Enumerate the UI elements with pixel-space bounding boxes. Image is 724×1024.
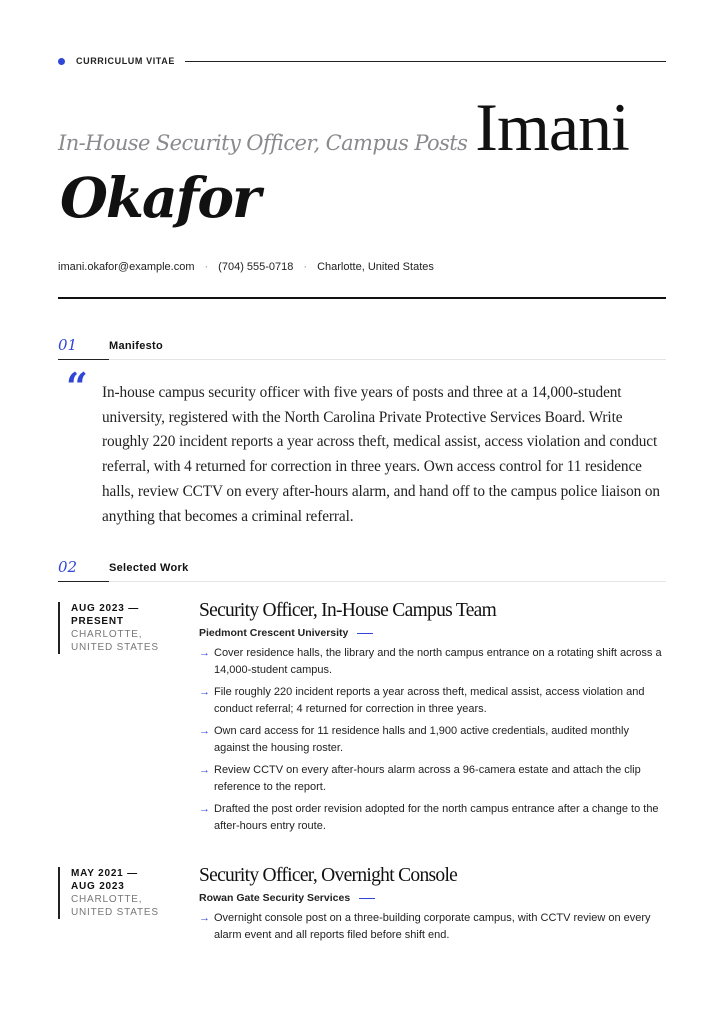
bullet-text: Own card access for 11 residence halls and 1,900 active credentials, audited monthly against the housing roster. — [214, 725, 629, 754]
job-dates-start: MAY 2021 — — [71, 868, 138, 879]
list-item — [199, 801, 666, 835]
section-title: Manifesto — [109, 340, 164, 352]
accent-dot-icon — [58, 58, 65, 65]
bullet-text: Overnight console post on a three-building corporate campus, with CCTV review on every alarm event and all reports filed before shift end. — [214, 912, 651, 941]
job-dates-start: AUG 2023 — — [71, 603, 140, 614]
bullet-text: File roughly 220 incident reports a year across theft, medical assist, access violation and conduct referral; 4 returned for correction in three years. — [214, 686, 645, 715]
section-number: 01 — [58, 336, 78, 354]
org-dash — [357, 633, 373, 634]
list-item — [199, 910, 666, 944]
top-rule — [185, 61, 666, 62]
manifesto-text: In-house campus security officer with five years of posts and three at a 14,000-student university, registered with the North Carolina Private Protective Services Board. Write roughly 220 incident reports a year across theft, medical assist, access violation and conduct referral, with 4 returned for correction in three years. Own access control for 11 residence halls, review CCTV on every after-hours alarm, and hand off to the campus police liaison on anything that becomes a criminal referral. — [102, 384, 660, 525]
arrow-right-icon: → — [199, 686, 210, 698]
arrow-right-icon: → — [199, 725, 210, 737]
job-location-city: CHARLOTTE, — [71, 629, 143, 640]
section-rule — [58, 359, 109, 360]
list-item — [199, 723, 666, 757]
list-item — [199, 762, 666, 796]
job-location-country: UNITED STATES — [71, 907, 159, 918]
contact-separator: · — [204, 261, 209, 273]
bullet-text: Cover residence halls, the library and the north campus entrance on a rotating shift across a 14,000-student campus. — [214, 647, 662, 676]
job-body — [199, 602, 666, 840]
job-title: Security Officer, In-House Campus Team — [199, 600, 497, 621]
job-location-city: CHARLOTTE, — [71, 894, 143, 905]
list-item — [199, 645, 666, 679]
job-organization-name: Piedmont Crescent University — [199, 627, 349, 639]
bullet-text: Review CCTV on every after-hours alarm across a 96-camera estate and attach the clip reference to the report. — [214, 764, 641, 793]
job-bullets — [199, 910, 666, 944]
last-name: Okafor — [60, 165, 259, 230]
list-item — [199, 684, 666, 718]
contact-location: Charlotte, United States — [317, 261, 434, 273]
contact-phone[interactable]: (704) 555-0718 — [218, 261, 294, 273]
header-divider — [58, 297, 666, 299]
job-dates-end: PRESENT — [71, 616, 124, 627]
section-rule — [58, 581, 109, 582]
section-header-manifesto — [58, 336, 666, 360]
headline — [58, 88, 666, 167]
job-location-country: UNITED STATES — [71, 642, 159, 653]
job-organization — [199, 892, 666, 904]
job-organization — [199, 627, 666, 639]
document-label: CURRICULUM VITAE — [76, 56, 175, 66]
section-title: Selected Work — [109, 562, 189, 574]
role-title: In-House Security Officer, Campus Posts — [58, 131, 468, 155]
contact-email[interactable]: imani.okafor@example.com — [58, 261, 195, 273]
arrow-right-icon: → — [199, 764, 210, 776]
contact-separator: · — [303, 261, 308, 273]
arrow-right-icon: → — [199, 647, 210, 659]
section-header-work — [58, 558, 666, 582]
section-number: 02 — [58, 558, 78, 576]
job-bullets — [199, 645, 666, 835]
section-rule — [109, 359, 666, 360]
job-meta — [58, 602, 196, 654]
bullet-text: Drafted the post order revision adopted for the north campus entrance after a change to the after-hours entry route. — [214, 803, 659, 832]
first-name: Imani — [475, 89, 629, 165]
top-bar — [58, 56, 666, 66]
job-dates-end: AUG 2023 — [71, 881, 125, 892]
quote-icon: “ — [66, 364, 88, 409]
section-rule — [109, 581, 666, 582]
job-organization-name: Rowan Gate Security Services — [199, 892, 351, 904]
arrow-right-icon: → — [199, 912, 210, 924]
arrow-right-icon: → — [199, 803, 210, 815]
job-body — [199, 867, 666, 949]
org-dash — [359, 898, 375, 899]
contact-line — [58, 261, 434, 273]
job-title: Security Officer, Overnight Console — [199, 865, 458, 886]
job-meta — [58, 867, 196, 919]
